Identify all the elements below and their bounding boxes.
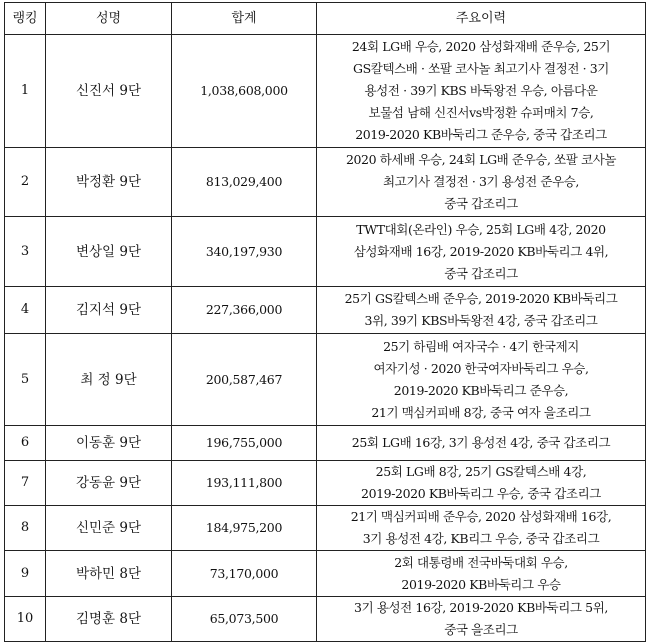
history-line: 2019-2020 KB바둑리그 준우승, [393,382,569,398]
rank-cell: 4 [5,287,46,334]
history-line: 중국 갑조리그 [444,196,518,211]
table-row [5,35,646,148]
player-name-cell: 김명훈 8단 [46,597,172,642]
prize-total-cell: 340,197,930 [172,217,317,287]
player-name-cell: 신민준 9단 [46,506,172,551]
history-line: 2019-2020 KB바둑리그 준우승, 중국 갑조리그 [355,127,607,142]
table-body [5,35,646,642]
history-line: 여자기성 · 2020 한국여자바둑리그 우승, [373,360,589,376]
prize-total-cell: 184,975,200 [172,506,317,551]
table-row [5,334,646,426]
history-line: 2019-2020 KB바둑리그 우승, 중국 갑조리그 [361,486,601,501]
player-name-cell: 이동훈 9단 [46,426,172,461]
history-line: 25회 LG배 16강, 3기 용성전 4강, 중국 갑조리그 [351,435,611,450]
header-name: 성명 [46,3,172,35]
player-name-cell: 김지석 9단 [46,287,172,334]
career-history-cell [317,551,646,597]
rank-cell: 6 [5,426,46,461]
rank-cell: 1 [5,35,46,148]
history-line: 보물섬 남해 신진서vs박정환 슈퍼매치 7승, [368,105,594,120]
history-line: 최고기사 결정전 · 3기 용성전 준우승, [382,174,580,189]
history-line: 25기 GS칼텍스배 준우승, 2019-2020 KB바둑리그 [344,291,618,306]
header-history: 주요이력 [317,3,646,35]
table-row [5,551,646,597]
career-history-cell [317,217,646,287]
history-line: 21기 맥심커피배 준우승, 2020 삼성화재배 16강, [350,509,612,524]
career-history-cell [317,461,646,506]
history-line: 25회 LG배 8강, 25기 GS칼텍스배 4강, [375,464,587,479]
prize-total-cell: 65,073,500 [172,597,317,642]
rank-cell: 9 [5,551,46,597]
table-row [5,506,646,551]
history-line: 중국 을조리그 [444,622,518,637]
table-row [5,287,646,334]
rank-cell: 10 [5,597,46,642]
prize-total-cell: 196,755,000 [172,426,317,461]
header-total: 합계 [172,3,317,35]
history-line: GS칼텍스배 · 쏘팔 코사놀 최고기사 결정전 · 3기 [353,61,609,76]
history-line: 삼성화재배 16강, 2019-2020 KB바둑리그 4위, [353,243,609,259]
career-history-cell [317,287,646,334]
prize-total-cell: 813,029,400 [172,148,317,217]
history-line: 3기 용성전 16강, 2019-2020 KB바둑리그 5위, [354,600,608,615]
history-line: 25기 하림배 여자국수 · 4기 한국제지 [383,338,579,354]
player-name-cell: 박정환 9단 [46,148,172,217]
rank-cell: 2 [5,148,46,217]
prize-total-cell: 200,587,467 [172,334,317,426]
career-history-cell [317,334,646,426]
table-row [5,217,646,287]
rank-cell: 5 [5,334,46,426]
table-header-row [5,3,646,35]
table-row [5,597,646,642]
player-name-cell: 신진서 9단 [46,35,172,148]
history-line: 2020 하세배 우승, 24회 LG배 준우승, 쏘팔 코사놀 [345,152,617,167]
history-line: TWT대회(온라인) 우승, 25회 LG배 4강, 2020 [356,221,606,237]
career-history-cell [317,35,646,148]
ranking-table-container [4,2,646,642]
player-name-cell: 최 정 9단 [46,334,172,426]
prize-total-cell: 193,111,800 [172,461,317,506]
prize-money-ranking-table [4,2,646,642]
history-line: 용성전 · 39기 KBS 바둑왕전 우승, 아름다운 [364,83,598,98]
header-rank: 랭킹 [5,3,46,35]
history-line: 2019-2020 KB바둑리그 우승 [401,576,561,592]
rank-cell: 8 [5,506,46,551]
history-line: 3위, 39기 KBS바둑왕전 4강, 중국 갑조리그 [364,313,598,328]
table-row [5,426,646,461]
rank-cell: 3 [5,217,46,287]
prize-total-cell: 73,170,000 [172,551,317,597]
rank-cell: 7 [5,461,46,506]
history-line: 21기 맥심커피배 8강, 중국 여자 을조리그 [371,404,591,420]
history-line: 2회 대통령배 전국바둑대회 우승, [394,554,568,570]
player-name-cell: 강동윤 9단 [46,461,172,506]
history-line: 3기 용성전 4강, KB리그 우승, 중국 갑조리그 [362,531,600,546]
career-history-cell [317,597,646,642]
prize-total-cell: 1,038,608,000 [172,35,317,148]
player-name-cell: 변상일 9단 [46,217,172,287]
career-history-cell [317,426,646,461]
player-name-cell: 박하민 8단 [46,551,172,597]
table-row [5,148,646,217]
prize-total-cell: 227,366,000 [172,287,317,334]
table-row [5,461,646,506]
history-line: 24회 LG배 우승, 2020 삼성화재배 준우승, 25기 [351,39,611,54]
career-history-cell [317,148,646,217]
career-history-cell [317,506,646,551]
history-line: 중국 갑조리그 [444,265,518,281]
